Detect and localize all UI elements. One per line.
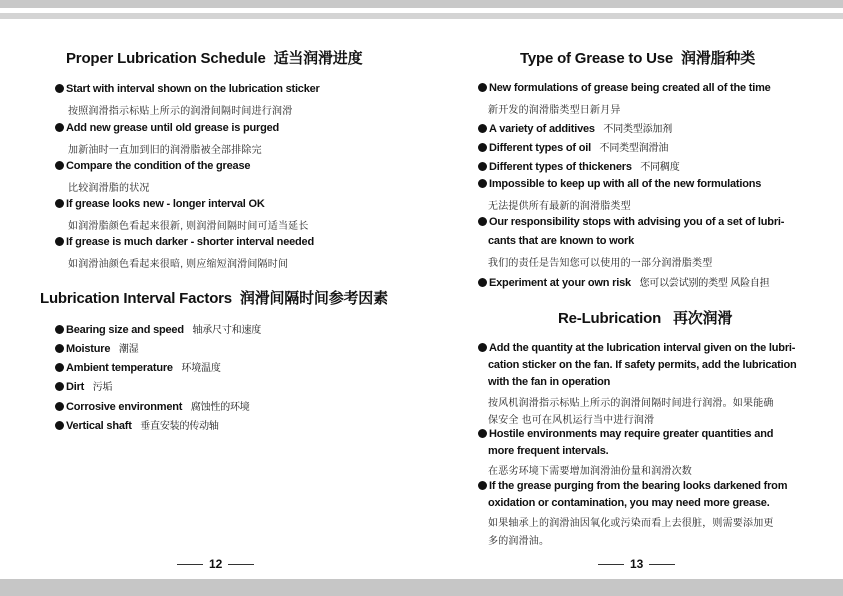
type-item: Experiment at your own risk 您可以尝试别的类型 风险自担 [478, 274, 769, 289]
factor-item: Bearing size and speed 轴承尺寸和速度 [55, 321, 261, 336]
bullet-icon [478, 217, 487, 226]
page-number-left: 12 [177, 557, 254, 571]
bullet-icon [55, 344, 64, 353]
bullet-icon [55, 161, 64, 170]
relub-item-zh: 保安全 也可在风机运行当中进行润滑 [488, 415, 655, 426]
schedule-heading: Proper Lubrication Schedule 适当润滑进度 [66, 50, 363, 67]
type-item: Different types of oil 不同类型润滑油 [478, 139, 668, 154]
bullet-icon [478, 481, 487, 490]
relub-item-zh: 按风机润滑指示标贴上所示的润滑间隔时间进行润滑。如果能确 [488, 398, 774, 409]
schedule-item-zh: 如润滑油颜色看起来很暗, 则应缩短润滑间隔时间 [68, 259, 289, 270]
bullet-icon [55, 382, 64, 391]
factor-item: Vertical shaft 垂直安装的传动轴 [55, 417, 219, 432]
right-page [422, 0, 843, 596]
bullet-icon [478, 278, 487, 287]
bullet-icon [55, 325, 64, 334]
relub-item: Hostile environments may require greater quantities and [478, 428, 773, 440]
type-item: Impossible to keep up with all of the new formulations [478, 178, 761, 190]
type-item: Different types of thickeners 不同稠度 [478, 158, 680, 173]
relub-item-continued: with the fan in operation [488, 376, 611, 388]
factor-item: Ambient temperature 环境温度 [55, 359, 221, 374]
bullet-icon [478, 343, 487, 352]
page-number-rule [649, 564, 675, 565]
bullet-icon [478, 179, 487, 188]
page-number-rule [598, 564, 624, 565]
type-item: Our responsibility stops with advising you of a set of lubri- [478, 216, 784, 228]
schedule-item-zh: 如润滑脂颜色看起来很新, 则润滑间隔时间可适当延长 [68, 221, 309, 232]
bullet-icon [478, 162, 487, 171]
factor-item: Corrosive environment 腐蚀性的环境 [55, 398, 250, 413]
bullet-icon [478, 124, 487, 133]
relub-item: If the grease purging from the bearing looks darkened from [478, 480, 787, 492]
page-number-rule [177, 564, 203, 565]
schedule-item: Compare the condition of the grease [55, 160, 250, 172]
relub-item-continued: more frequent intervals. [488, 445, 609, 457]
factors-heading: Lubrication Interval Factors 润滑间隔时间参考因素 [40, 290, 388, 307]
bullet-icon [55, 84, 64, 93]
schedule-item: If grease is much darker - shorter interval needed [55, 236, 314, 248]
page-number-rule [228, 564, 254, 565]
bullet-icon [55, 363, 64, 372]
schedule-item-zh: 加新油时一直加到旧的润滑脂被全部排除完 [68, 145, 262, 156]
relub-item-zh: 如果轴承上的润滑油因氧化或污染而看上去很脏，则需要添加更 [488, 518, 774, 529]
schedule-item-zh: 按照润滑指示标贴上所示的润滑间隔时间进行润滑 [68, 106, 293, 117]
bullet-icon [55, 199, 64, 208]
relub-item-zh: 多的润滑油。 [488, 536, 550, 547]
schedule-item: If grease looks new - longer interval OK [55, 198, 265, 210]
left-page [0, 0, 421, 596]
page-number-right: 13 [598, 557, 675, 571]
type-heading: Type of Grease to Use 润滑脂种类 [520, 50, 756, 67]
type-item-continued: cants that are known to work [488, 235, 634, 247]
relub-item-continued: cation sticker on the fan. If safety permits, add the lubrication [488, 359, 797, 371]
relub-heading: Re-Lubrication 再次润滑 [558, 310, 733, 327]
schedule-item: Add new grease until old grease is purged [55, 122, 279, 134]
type-item-zh: 我们的责任是告知您可以使用的一部分润滑脂类型 [488, 258, 713, 269]
bullet-icon [55, 237, 64, 246]
schedule-item: Start with interval shown on the lubrication sticker [55, 83, 320, 95]
bullet-icon [478, 83, 487, 92]
type-item: New formulations of grease being created all of the time [478, 82, 771, 94]
relub-item-zh: 在恶劣环境下需要增加润滑油份量和润滑次数 [488, 466, 692, 477]
relub-item: Add the quantity at the lubrication interval given on the lubri- [478, 342, 795, 354]
type-item-zh: 新开发的润滑脂类型日新月异 [488, 105, 621, 116]
relub-item-continued: oxidation or contamination, you may need more grease. [488, 497, 770, 509]
type-item-zh: 无法提供所有最新的润滑脂类型 [488, 201, 631, 212]
bullet-icon [478, 143, 487, 152]
factor-item: Moisture 潮湿 [55, 340, 138, 355]
type-item: A variety of additives 不同类型添加剂 [478, 120, 672, 135]
bullet-icon [55, 123, 64, 132]
schedule-item-zh: 比较润滑脂的状况 [68, 183, 150, 194]
bullet-icon [55, 421, 64, 430]
bullet-icon [478, 429, 487, 438]
bullet-icon [55, 402, 64, 411]
factor-item: Dirt 污垢 [55, 378, 112, 393]
